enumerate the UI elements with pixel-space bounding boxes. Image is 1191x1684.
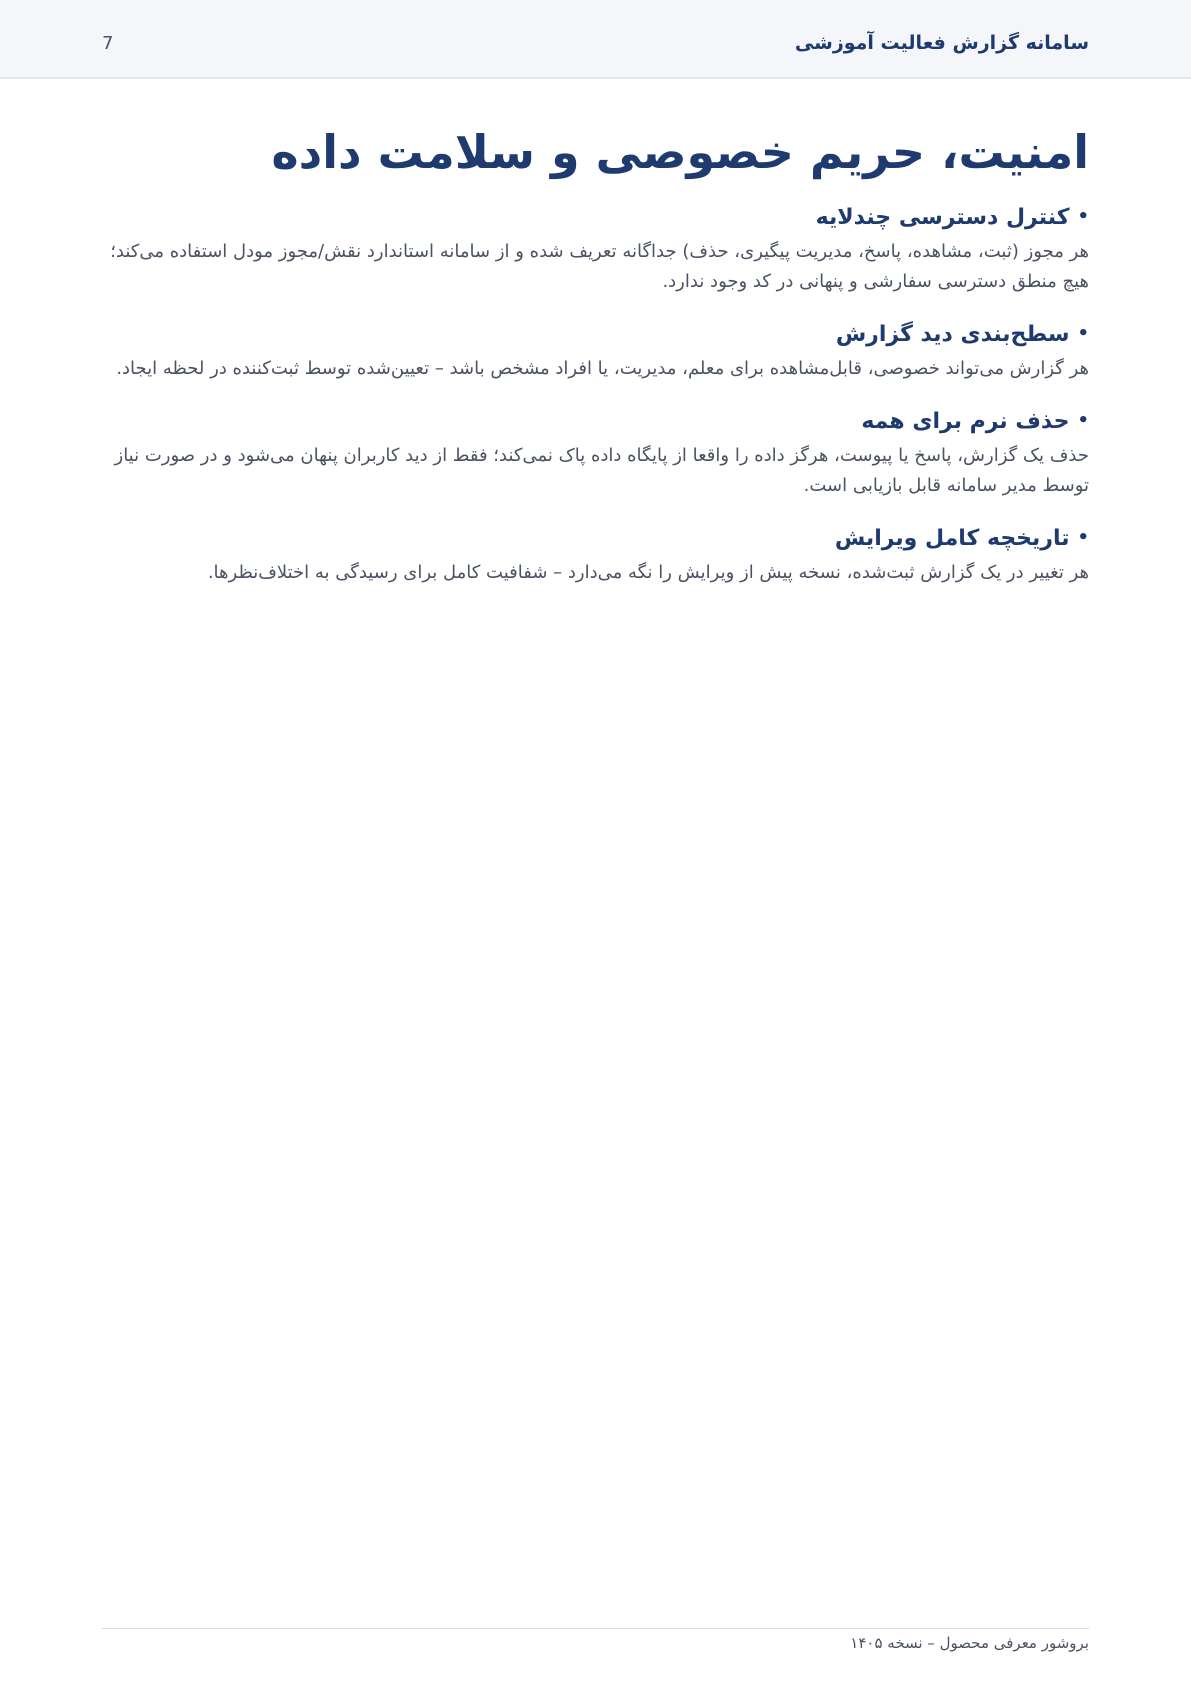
bullet-icon: • <box>1077 323 1089 344</box>
section-heading-text: تاریخچه کامل ویرایش <box>834 526 1070 551</box>
bullet-icon: • <box>1077 410 1089 431</box>
section-soft-delete <box>99 406 1089 501</box>
section-body: هر تغییر در یک گزارش ثبت‌شده، نسخه پیش از ویرایش را نگه می‌دارد – شفافیت کامل برای رسیدگی به اختلاف‌نظرها. <box>207 562 1089 583</box>
footer-text: بروشور معرفی محصول – نسخه ۱۴۰۵ <box>850 1634 1089 1652</box>
page-title: امنیت، حریم خصوصی و سلامت داده <box>271 125 1089 179</box>
header-title: سامانه گزارش فعالیت آموزشی <box>794 32 1089 54</box>
section-heading-text: کنترل دسترسی چندلایه <box>815 205 1070 230</box>
section-heading <box>99 406 1089 437</box>
section-multilayer-access-control <box>99 202 1089 297</box>
section-body: حذف یک گزارش، پاسخ یا پیوست، هرگز داده را واقعا از پایگاه داده پاک نمی‌کند؛ فقط از دید کاربران پنهان می‌شود و در صورت نیاز توسط مدیر سامانه قابل بازیابی است. <box>114 445 1089 496</box>
bullet-icon: • <box>1077 527 1089 548</box>
footer-divider <box>102 1628 1089 1629</box>
section-heading-text: حذف نرم برای همه <box>861 409 1070 434</box>
section-edit-history <box>99 523 1089 588</box>
section-heading <box>99 202 1089 233</box>
page-number: 7 <box>102 33 114 54</box>
main-content <box>99 120 1089 588</box>
section-heading <box>99 523 1089 554</box>
section-heading-text: سطح‌بندی دید گزارش <box>835 322 1070 347</box>
page-header <box>0 0 1191 79</box>
section-heading <box>99 319 1089 350</box>
bullet-icon: • <box>1077 206 1089 227</box>
section-report-visibility-levels <box>99 319 1089 384</box>
section-body: هر گزارش می‌تواند خصوصی، قابل‌مشاهده برای معلم، مدیریت، یا افراد مشخص باشد – تعیین‌شده توسط ثبت‌کننده در لحظه ایجاد. <box>116 358 1089 379</box>
section-body: هر مجوز (ثبت، مشاهده، پاسخ، مدیریت پیگیری، حذف) جداگانه تعریف شده و از سامانه استاندارد نقش/مجوز مودل استفاده می‌کند؛ هیچ منطق دسترسی سفارشی و پنهانی در کد وجود ندارد. <box>110 241 1089 292</box>
